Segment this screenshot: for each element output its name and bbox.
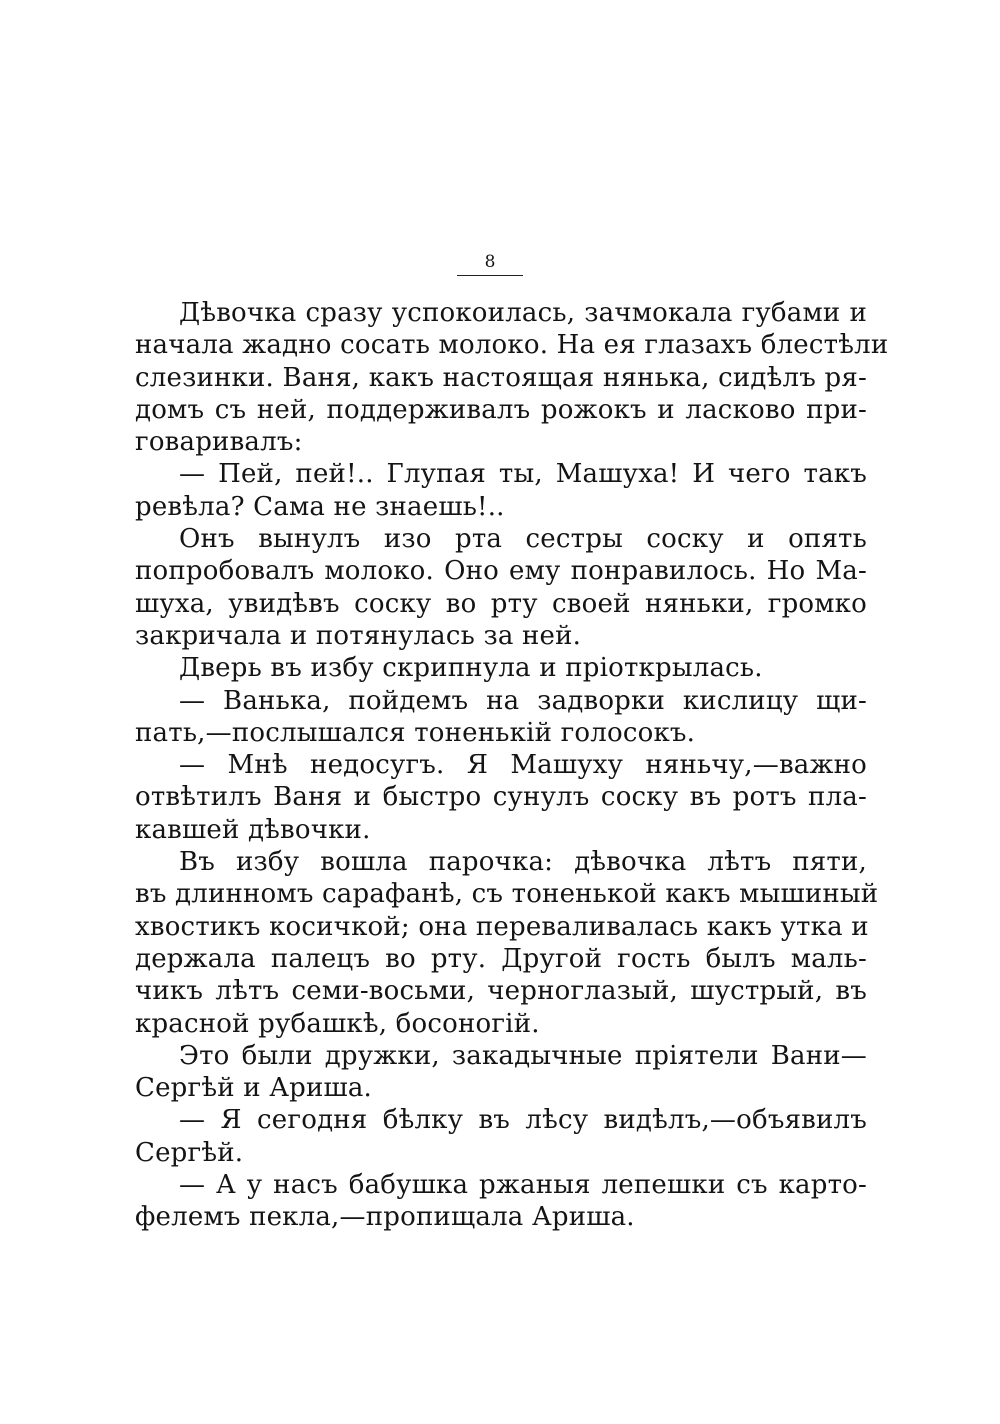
text-line: Сергѣй. [135,1137,244,1168]
text-line: въ длинномъ сарафанѣ, съ тоненькой какъ мышиный [135,879,879,910]
text-line: красной рубашкѣ, босоногій. [135,1008,540,1039]
paragraph [135,685,867,750]
text-line: держала палецъ во рту. Другой гость былъ маль- [135,943,867,974]
page-number: 8 [484,252,496,272]
paragraph [135,297,889,458]
text-line: Это были дружки, закадычные пріятели Вани— [179,1040,867,1071]
text-line: — Мнѣ недосугъ. Я Машуху няньчу,—важно [179,750,867,781]
paragraph [135,458,867,523]
text-line: кавшей дѣвочки. [135,814,371,845]
text-line: чикъ лѣтъ семи-восьми, черноглазый, шустрый, въ [135,976,867,1007]
paragraph [135,1104,867,1169]
text-line: попробовалъ молоко. Оно ему понравилось. Но Ма- [135,556,867,587]
text-line: Дверь въ избу скрипнула и пріоткрылась. [179,653,763,684]
body-text [135,297,889,1234]
paragraph [135,846,879,1040]
page-number-rule [457,275,523,276]
text-line: закричала и потянулась за ней. [135,620,582,651]
paragraph [135,1040,867,1105]
text-line: ревѣла? Сама не знаешь!.. [135,491,505,522]
text-line: — Ванька, пойдемъ на задворки кислицу щи- [179,685,867,716]
paragraph [135,749,867,846]
text-line: — А у насъ бабушка ржаныя лепешки съ карто- [179,1170,867,1201]
paragraph [135,523,867,652]
text-line: отвѣтилъ Ваня и быстро сунулъ соску въ ротъ пла- [135,782,867,813]
text-line: — Я сегодня бѣлку въ лѣсу видѣлъ,—объявилъ [179,1105,867,1136]
text-line: говаривалъ: [135,427,303,458]
text-line: Сергѣй и Ариша. [135,1073,373,1104]
paragraph [135,1169,867,1234]
text-line: — Пей, пей!.. Глупая ты, Машуха! И чего такъ [179,459,867,490]
text-line: начала жадно сосать молоко. На ея глазахъ блестѣли [135,330,889,361]
text-line: хвостикъ косичкой; она переваливалась какъ утка и [135,911,869,942]
text-line: домъ съ ней, поддерживалъ рожокъ и ласково при- [135,394,867,425]
text-line: шуха, увидѣвъ соску во рту своей няньки, громко [135,588,867,619]
text-line: Онъ вынулъ изо рта сестры соску и опять [179,524,867,555]
text-line: Дѣвочка сразу успокоилась, зачмокала губами и [179,298,867,328]
text-line: слезинки. Ваня, какъ настоящая нянька, сидѣлъ ря- [135,362,867,393]
text-line: пать,—послышался тоненькій голосокъ. [135,717,696,748]
text-line: Въ избу вошла парочка: дѣвочка лѣтъ пяти, [179,847,867,878]
paragraph [135,652,867,684]
text-line: фелемъ пекла,—пропищала Ариша. [135,1202,635,1233]
